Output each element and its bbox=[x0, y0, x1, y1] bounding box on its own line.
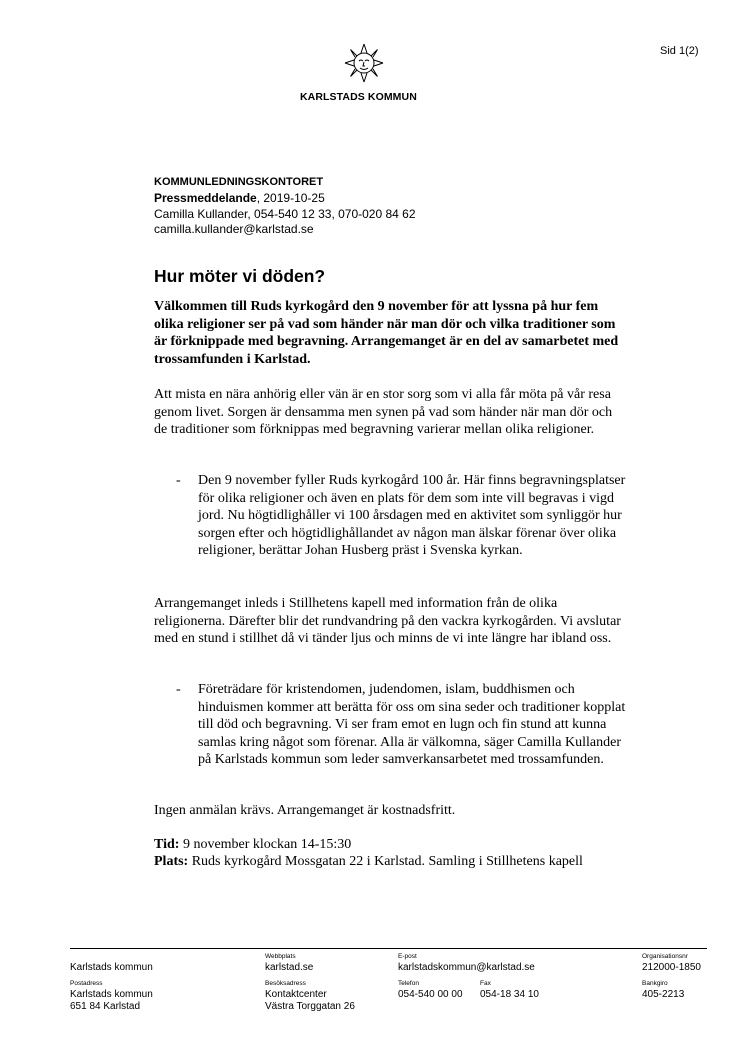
place-label: Plats: bbox=[154, 854, 189, 869]
contact-block bbox=[154, 207, 416, 237]
footer-divider bbox=[70, 948, 707, 949]
place-value: Ruds kyrkogård Mossgatan 22 i Karlstad. Samling i Stillhetens kapell bbox=[188, 854, 583, 869]
footer-bankgiro: 405-2213 bbox=[642, 989, 685, 1000]
quote-text-1: Den 9 november fyller Ruds kyrkogård 100 år. Här finns begravningsplatser för olika religioner och även en plats för dem som inte vill begravas i vigd jord. Nu högtidlighåller vi 100 årsdagen med en aktivitet som synliggör hur sorgen efter och högtidlighållandet av någon man älskar förenar över olika religioner, berättar Johan Husberg präst i Svenska kyrkan. bbox=[198, 473, 626, 559]
press-label: Pressmeddelande bbox=[154, 191, 257, 205]
besoksadress-line-1: Kontaktcenter bbox=[265, 989, 327, 1000]
footer-webbplats-label: Webbplats bbox=[265, 953, 296, 960]
quote-item-2 bbox=[176, 681, 626, 769]
footer-epost-label: E-post bbox=[398, 953, 417, 960]
besoksadress-line-2: Västra Torggatan 26 bbox=[265, 1001, 355, 1012]
quote-text-2: Företrädare för kristendomen, judendomen, islam, buddhismen och hinduismen kommer att berätta för oss om sina seder och traditioner kopplat till död och begravning. Vi ser fram emot en lugn och fin stund att kunna samlas kring något som förenar. Alla är välkomna, säger Camilla Kullander på Karlstads kommun som leder samverkansarbetet med trossamfunden. bbox=[198, 682, 626, 768]
quote-item-1 bbox=[176, 472, 626, 560]
footer-telefon-label: Telefon bbox=[398, 980, 419, 987]
press-line bbox=[154, 191, 325, 205]
footer-besoksadress bbox=[265, 989, 355, 1013]
brand-name: KARLSTADS KOMMUN bbox=[300, 91, 417, 103]
postadress-line-2: 651 84 Karlstad bbox=[70, 1001, 141, 1012]
page-number: Sid 1(2) bbox=[660, 45, 699, 57]
footer-website-link[interactable]: karlstad.se bbox=[265, 962, 314, 973]
contact-phone-line: Camilla Kullander, 054-540 12 33, 070-020 84 62 bbox=[154, 207, 416, 221]
dash-bullet: - bbox=[176, 682, 181, 697]
footer-email-link[interactable]: karlstadskommun@karlstad.se bbox=[398, 962, 535, 973]
department: KOMMUNLEDNINGSKONTORET bbox=[154, 176, 324, 188]
footer-fax-label: Fax bbox=[480, 980, 491, 987]
footer-telefon: 054-540 00 00 bbox=[398, 989, 463, 1000]
dash-bullet: - bbox=[176, 473, 181, 488]
time-label: Tid: bbox=[154, 837, 180, 852]
time-value: 9 november klockan 14-15:30 bbox=[179, 837, 352, 852]
page-title: Hur möter vi döden? bbox=[154, 266, 326, 286]
event-time bbox=[154, 836, 624, 854]
body-paragraph-1: Att mista en nära anhörig eller vän är en stor sorg som vi alla får möta på vår resa genom livet. Sorgen är densamma men synen på vad som händer när man dör och de traditioner som förknippas med begravning varierar mellan olika religioner. bbox=[154, 387, 613, 438]
press-date: , 2019-10-25 bbox=[256, 191, 325, 205]
footer-besoksadress-label: Besöksadress bbox=[265, 980, 306, 987]
footer-orgnr: 212000-1850 bbox=[642, 962, 701, 973]
contact-email: camilla.kullander@karlstad.se bbox=[154, 222, 314, 236]
postadress-line-1: Karlstads kommun bbox=[70, 989, 153, 1000]
footer-postadress bbox=[70, 989, 153, 1013]
lead-paragraph: Välkommen till Ruds kyrkogård den 9 november för att lyssna på hur fem olika religioner ser på vad som händer när man dör och vilka traditioner som är förknippade med begravning. Arrangemanget är en del av samarbetet med trossamfunden i Karlstad. bbox=[154, 299, 619, 367]
event-place bbox=[154, 853, 654, 871]
footer-fax: 054-18 34 10 bbox=[480, 989, 539, 1000]
body-paragraph-3: Ingen anmälan krävs. Arrangemanget är kostnadsfritt. bbox=[154, 803, 456, 818]
body-paragraph-2: Arrangemanget inleds i Stillhetens kapell med information från de olika religionerna. Därefter blir det rundvandring på den vackra kyrkogården. Vi avslutar med en stund i stillhet då vi tänder ljus och minns de vi inte längre har ibland oss. bbox=[154, 596, 621, 647]
footer-orgnr-label: Organisationsnr bbox=[642, 953, 688, 960]
footer-postadress-label: Postadress bbox=[70, 980, 103, 987]
footer-bankgiro-label: Bankgiro bbox=[642, 980, 668, 987]
footer-org-name: Karlstads kommun bbox=[70, 962, 153, 973]
sun-face-logo-icon bbox=[343, 42, 385, 84]
